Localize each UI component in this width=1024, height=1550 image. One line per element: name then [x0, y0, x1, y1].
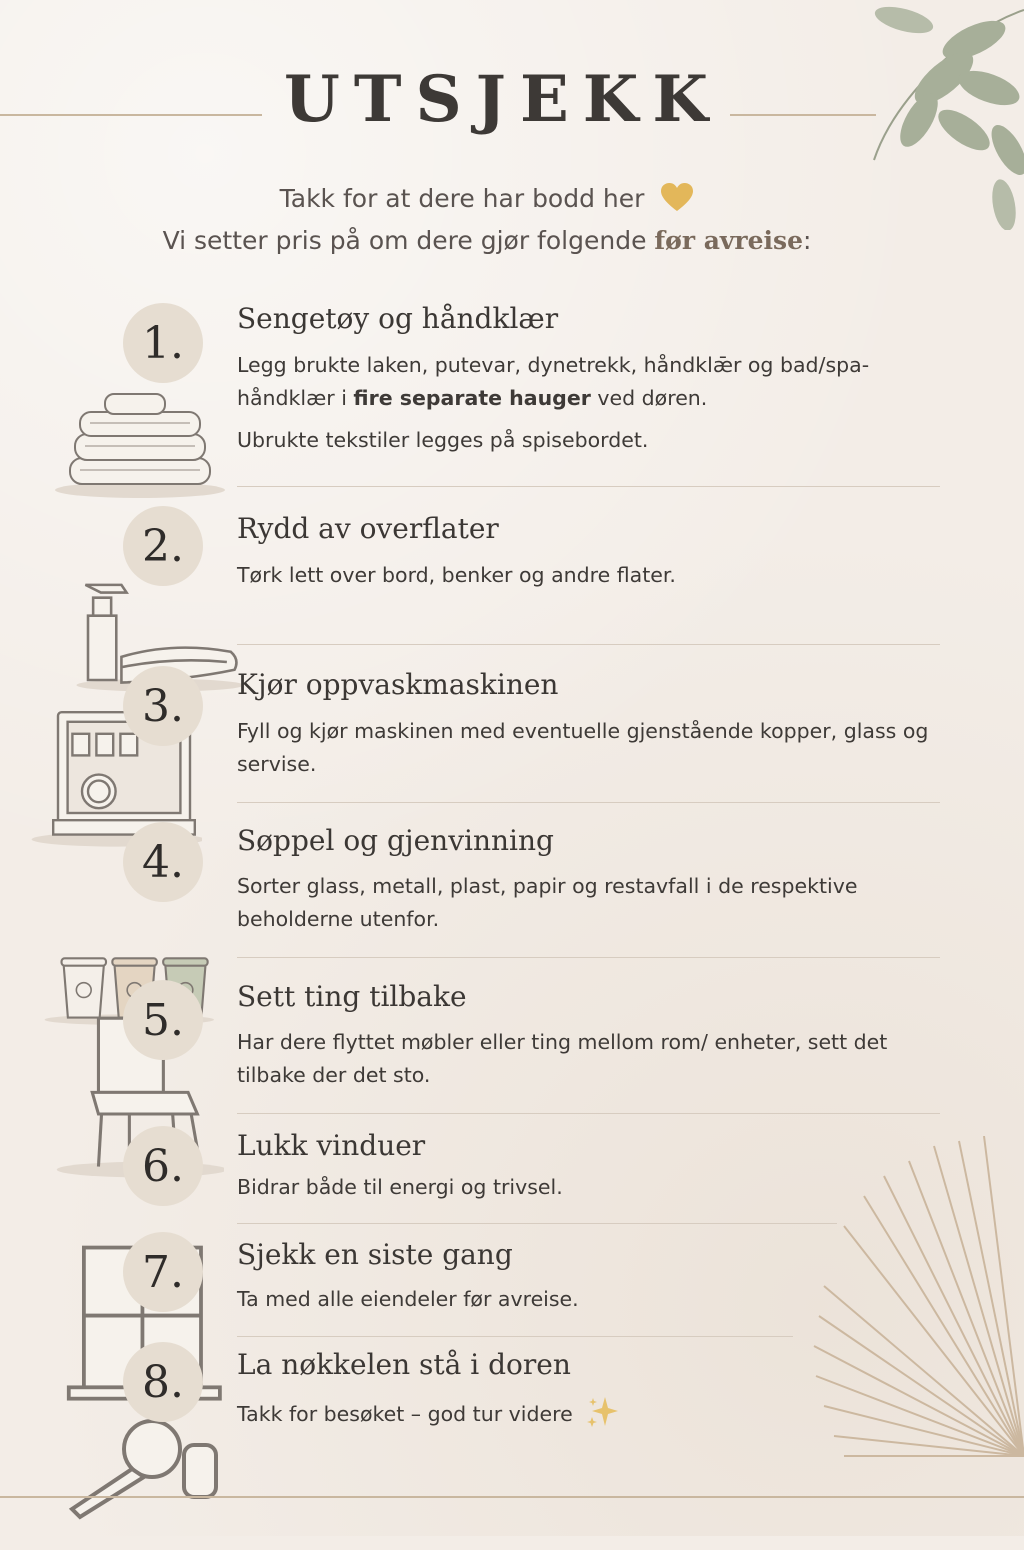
request-text: Vi setter pris på om dere gjør folgende: [162, 226, 655, 255]
step-number-badge: 4.: [123, 822, 203, 902]
step-title: Lukk vinduer: [237, 1129, 426, 1162]
step-number-badge: 8.: [123, 1342, 203, 1422]
header-rule-right: [730, 114, 876, 116]
step-description: Sorter glass, metall, plast, papir og restavfall i de respektive beholderne utenfor.: [237, 874, 858, 931]
page-title: UTSJEKK: [284, 62, 722, 137]
step-number-badge: 1.: [123, 303, 203, 383]
step-description-text-end: ved døren.: [590, 386, 708, 410]
step-divider: [237, 1113, 940, 1114]
step-divider: [237, 486, 940, 487]
step-number-badge: 2.: [123, 506, 203, 586]
request-line: [0, 226, 974, 255]
step-number-badge: 6.: [123, 1126, 203, 1206]
step-description-text: Legg brukte laken, putevar, dynetrekk, håndklǣr og bad/spa-håndklær i: [237, 353, 870, 410]
sparkle-icon: [585, 1395, 619, 1429]
folded-towels-icon: [45, 360, 225, 530]
request-colon: :: [803, 226, 812, 255]
step-number-badge: 7.: [123, 1232, 203, 1312]
step-divider: [237, 1223, 837, 1224]
thanks-line: [0, 182, 974, 213]
step-description: Har dere flyttet møbler eller ting mellom rom/ enheter, sett det tilbake der det sto.: [237, 1030, 888, 1087]
step-title: Rydd av overflater: [237, 512, 499, 545]
step-number-badge: 5.: [123, 980, 203, 1060]
step-description-main: [237, 349, 947, 415]
step-description: Bidrar både til energi og trivsel.: [237, 1175, 563, 1199]
step-title: La nøkkelen stå i doren: [237, 1348, 571, 1381]
step-description: [237, 349, 947, 457]
bottom-rule: [0, 1496, 1024, 1498]
step-description-extra: Ubrukte tekstiler legges på spisebordet.: [237, 428, 649, 452]
step-title: Sjekk en siste gang: [237, 1238, 513, 1271]
request-emphasis: før avreise: [654, 226, 803, 255]
step-number-badge: 3.: [123, 666, 203, 746]
step-title: Sett ting tilbake: [237, 980, 467, 1013]
step-title: Søppel og gjenvinning: [237, 824, 554, 857]
step-divider: [237, 957, 940, 958]
step-divider: [237, 1336, 793, 1337]
step-description: Fyll og kjør maskinen med eventuelle gjenstående kopper, glass og servise.: [237, 719, 929, 776]
heart-icon: [660, 182, 694, 212]
step-description-bold: fire separate hauger: [353, 386, 591, 410]
step-divider: [237, 802, 940, 803]
step-description-text: Takk for besøket – god tur videre: [237, 1402, 573, 1426]
thanks-text: Takk for at dere har bodd her: [279, 184, 645, 213]
step-description: Tørk lett over bord, benker og andre flater.: [237, 563, 676, 587]
step-description: Ta med alle eiendeler før avreise.: [237, 1287, 579, 1311]
step-description: [237, 1395, 947, 1431]
step-title: Sengetøy og håndklær: [237, 302, 559, 335]
step-title: Kjør oppvaskmaskinen: [237, 668, 559, 701]
step-divider: [237, 644, 940, 645]
header-rule-left: [0, 114, 262, 116]
